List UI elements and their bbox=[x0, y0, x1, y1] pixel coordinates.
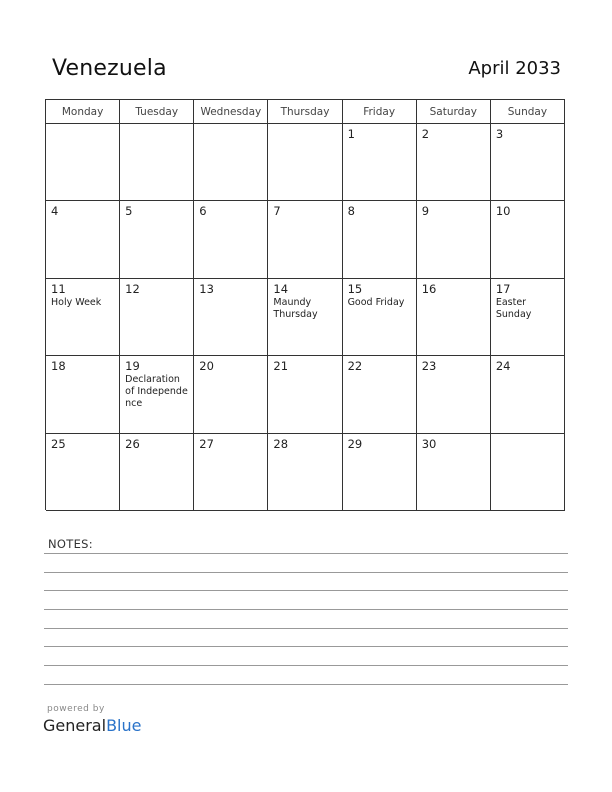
day-cell bbox=[194, 279, 268, 356]
day-name-wednesday: Wednesday bbox=[194, 100, 268, 124]
date-number: 15 bbox=[347, 281, 363, 296]
generalblue-logo bbox=[43, 716, 141, 735]
day-cell bbox=[46, 124, 120, 201]
date-number: 21 bbox=[273, 359, 289, 374]
day-cell bbox=[343, 279, 417, 356]
date-number: 11 bbox=[51, 281, 66, 296]
day-cell bbox=[491, 124, 565, 201]
date-number: 13 bbox=[199, 281, 214, 296]
day-name-monday: Monday bbox=[46, 100, 120, 124]
date-number: 2 bbox=[421, 127, 430, 141]
date-number: 16 bbox=[421, 281, 437, 296]
calendar-week-2 bbox=[46, 201, 565, 278]
day-cell bbox=[343, 356, 417, 433]
day-cell bbox=[268, 279, 342, 356]
day-cell bbox=[120, 356, 194, 433]
holiday-label: Holy Week bbox=[51, 296, 102, 308]
note-line bbox=[44, 684, 568, 685]
country-title: Venezuela bbox=[52, 56, 167, 81]
calendar-week-3 bbox=[46, 279, 565, 356]
date-number: 10 bbox=[495, 204, 511, 219]
day-cell bbox=[46, 279, 120, 356]
holiday-label: Maundy Thursday bbox=[273, 296, 318, 320]
date-number: 6 bbox=[199, 204, 207, 219]
date-number: 24 bbox=[495, 359, 511, 374]
day-cell bbox=[46, 201, 120, 278]
note-line bbox=[44, 646, 568, 647]
date-number: 8 bbox=[347, 204, 355, 219]
day-cell bbox=[491, 279, 565, 356]
date-number: 20 bbox=[199, 359, 214, 374]
calendar-week-4 bbox=[46, 356, 565, 433]
date-number: 14 bbox=[273, 281, 289, 296]
day-name-friday: Friday bbox=[343, 100, 417, 124]
day-cell bbox=[120, 124, 194, 201]
date-number: 23 bbox=[421, 359, 437, 374]
day-cell bbox=[417, 279, 491, 356]
day-cell bbox=[120, 201, 194, 278]
date-number: 4 bbox=[51, 204, 59, 219]
day-cell bbox=[343, 434, 417, 511]
note-line bbox=[44, 590, 568, 591]
day-cell bbox=[268, 356, 342, 433]
note-line bbox=[44, 628, 568, 629]
note-line bbox=[44, 572, 568, 573]
day-cell bbox=[194, 356, 268, 433]
day-cell bbox=[194, 201, 268, 278]
calendar-grid bbox=[45, 99, 565, 510]
holiday-label: Declaration of Independence bbox=[125, 374, 188, 410]
day-cell bbox=[417, 434, 491, 511]
note-line bbox=[44, 609, 568, 610]
day-cell bbox=[46, 356, 120, 433]
date-number: 1 bbox=[347, 127, 355, 141]
day-name-tuesday: Tuesday bbox=[120, 100, 194, 124]
holiday-label: Easter Sunday bbox=[495, 296, 532, 320]
date-number: 27 bbox=[199, 436, 214, 451]
date-number: 22 bbox=[347, 359, 363, 374]
date-number: 12 bbox=[125, 281, 140, 296]
date-number: 29 bbox=[347, 436, 363, 451]
date-number: 25 bbox=[51, 436, 66, 451]
date-number: 26 bbox=[125, 436, 140, 451]
day-cell bbox=[491, 201, 565, 278]
calendar-week-5 bbox=[46, 434, 565, 511]
month-year-title: April 2033 bbox=[468, 58, 561, 79]
date-number: 5 bbox=[125, 204, 133, 219]
day-cell bbox=[268, 201, 342, 278]
notes-label: NOTES: bbox=[48, 537, 93, 551]
day-name-thursday: Thursday bbox=[268, 100, 342, 124]
note-line bbox=[44, 553, 568, 554]
day-cell bbox=[46, 434, 120, 511]
day-cell bbox=[268, 124, 342, 201]
day-cell bbox=[343, 124, 417, 201]
brand-blue: Blue bbox=[106, 716, 142, 735]
note-line bbox=[44, 665, 568, 666]
brand-general: General bbox=[43, 716, 107, 735]
calendar-week-1 bbox=[46, 124, 565, 201]
date-number: 17 bbox=[495, 281, 511, 296]
date-number: 9 bbox=[421, 204, 430, 219]
day-cell bbox=[268, 434, 342, 511]
day-cell bbox=[491, 356, 565, 433]
powered-by-text: powered by bbox=[47, 704, 105, 714]
day-cell bbox=[417, 356, 491, 433]
day-cell bbox=[120, 434, 194, 511]
calendar-header-row bbox=[46, 100, 565, 124]
holiday-label: Good Friday bbox=[347, 296, 405, 308]
day-cell bbox=[491, 434, 565, 511]
date-number: 28 bbox=[273, 436, 289, 451]
day-name-sunday: Sunday bbox=[491, 100, 565, 124]
date-number: 18 bbox=[51, 359, 66, 374]
day-cell bbox=[120, 279, 194, 356]
day-name-saturday: Saturday bbox=[417, 100, 491, 124]
day-cell bbox=[194, 434, 268, 511]
date-number: 30 bbox=[421, 436, 437, 451]
day-cell bbox=[343, 201, 417, 278]
date-number: 7 bbox=[273, 204, 281, 219]
day-cell bbox=[194, 124, 268, 201]
date-number: 3 bbox=[495, 127, 504, 141]
day-cell bbox=[417, 124, 491, 201]
day-cell bbox=[417, 201, 491, 278]
date-number: 19 bbox=[125, 359, 140, 374]
